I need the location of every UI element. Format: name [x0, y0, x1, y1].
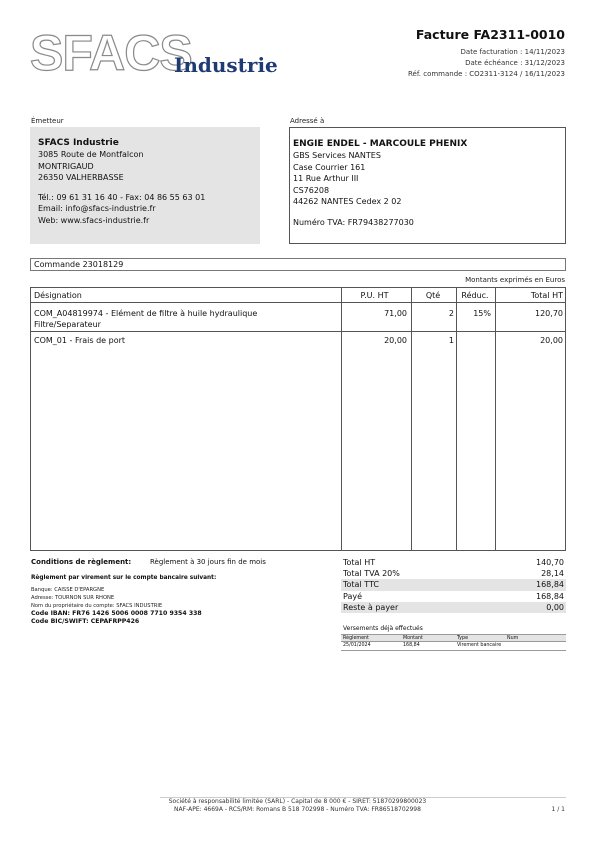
remaining-label: Reste à payer	[343, 602, 399, 612]
recipient-name: ENGIE ENDEL - MARCOULE PHENIX	[293, 139, 468, 149]
totals-block	[341, 557, 566, 613]
invoice-meta	[408, 47, 565, 80]
header-total: Total HT	[530, 291, 563, 300]
remaining-value: 0,00	[546, 602, 564, 612]
sender-website[interactable]: Web: www.sfacs-industrie.fr	[38, 215, 150, 225]
payments-header-reglement: Règlement	[343, 636, 369, 641]
row-total: 20,00	[540, 336, 563, 345]
row-designation: COM_01 - Frais de port	[34, 336, 126, 345]
total-ht-row	[341, 557, 566, 568]
sender-address-line: MONTRIGAUD	[38, 161, 94, 171]
total-ht-value: 140,70	[536, 558, 564, 567]
company-logo-suffix: Industrie	[174, 53, 278, 77]
total-ttc-row	[341, 579, 566, 590]
sender-box	[30, 127, 260, 244]
remaining-row	[341, 602, 566, 613]
sender-phone: Tél.: 09 61 31 16 40 - Fax: 04 86 55 63 01	[38, 192, 206, 202]
recipient-address-line: GBS Services NANTES	[293, 151, 381, 160]
page-number: 1 / 1	[551, 806, 565, 813]
recipient-address-line: Case Courrier 161	[293, 162, 366, 172]
recipient-address-line: CS76208	[293, 185, 330, 195]
total-ht-label: Total HT	[343, 558, 376, 567]
footer	[0, 798, 595, 814]
row-designation-detail: Filtre/Separateur	[34, 320, 101, 329]
payments-header-montant: Montant	[403, 636, 423, 641]
payments-table	[341, 634, 566, 651]
payment-terms-value: Règlement à 30 jours fin de mois	[150, 558, 266, 566]
sender-address-line: 3085 Route de Montfalcon	[38, 150, 144, 159]
paid-row	[341, 591, 566, 602]
payment-terms-label: Conditions de règlement:	[31, 558, 132, 566]
sender-name: SFACS Industrie	[38, 138, 119, 148]
invoice-title: Facture FA2311-0010	[415, 27, 565, 42]
row-designation: COM_A04819974 - Elément de filtre à huile hydraulique	[34, 309, 258, 318]
paid-value: 168,84	[536, 591, 564, 601]
due-date: Date échéance : 31/12/2023	[465, 59, 565, 67]
recipient-box	[289, 127, 566, 244]
recipient-vat-number: Numéro TVA: FR79438277030	[293, 217, 414, 227]
recipient-label: Adressé à	[290, 117, 325, 125]
header-designation: Désignation	[34, 291, 82, 300]
row-quantity: 1	[448, 336, 454, 345]
total-tva-row	[341, 568, 566, 579]
recipient-address-line: 11 Rue Arthur III	[293, 174, 359, 183]
total-tva-value: 28,14	[541, 569, 564, 579]
row-divider	[31, 331, 565, 332]
row-unit-price: 71,00	[384, 309, 407, 318]
row-total: 120,70	[535, 309, 563, 318]
header-quantity: Qté	[425, 291, 441, 300]
bank-address: Adresse: TOURNON SUR RHONE	[31, 595, 115, 601]
footer-legal-line-1: Société à responsabilité limitée (SARL) - Capital de 8 000 € - SIRET: 51870299800023	[168, 798, 427, 805]
payment-amount: 168,84	[403, 643, 420, 648]
company-logo: SFACS	[30, 25, 192, 81]
iban: Code IBAN: FR76 1426 5006 0008 7710 9354 338	[31, 610, 202, 617]
payment-date: 25/01/2024	[343, 643, 371, 648]
row-quantity: 2	[448, 309, 454, 318]
row-unit-price: 20,00	[384, 336, 407, 345]
paid-label: Payé	[343, 591, 363, 601]
bank-transfer-title: Règlement par virement sur le compte bancaire suivant:	[31, 575, 217, 581]
footer-legal-line-2: NAF-APE: 4669A - RCS/RM: Romans B 518 702998 - Numéro TVA: FR86518702998	[174, 806, 421, 813]
recipient-address-line: 44262 NANTES Cedex 2 02	[293, 197, 402, 206]
sender-email[interactable]: Email: info@sfacs-industrie.fr	[38, 204, 156, 213]
bank-name: Banque: CAISSE D'EPARGNE	[31, 587, 105, 593]
order-reference: Réf. commande : CO2311-3124 / 16/11/2023	[407, 70, 565, 78]
payments-row	[341, 642, 566, 651]
column-divider	[341, 288, 342, 550]
column-divider	[456, 288, 457, 550]
account-owner: Nom du propriétaire du compte: SFACS INDUSTRIE	[31, 603, 163, 609]
column-divider	[495, 288, 496, 550]
header-unit-price: P.U. HT	[360, 291, 389, 300]
payment-type: Virement bancaire	[457, 643, 502, 648]
table-header	[31, 288, 565, 303]
total-ttc-value: 168,84	[536, 580, 564, 590]
bic-swift: Code BIC/SWIFT: CEPAFRPP426	[31, 618, 140, 625]
order-number: Commande 23018129	[30, 258, 566, 271]
payments-header-type: Type	[457, 636, 469, 641]
column-divider	[411, 288, 412, 550]
items-table	[30, 287, 566, 551]
sender-address-line: 26350 VALHERBASSE	[38, 173, 124, 182]
total-ttc-label: Total TTC	[343, 580, 379, 590]
payments-header-num: Num	[507, 636, 519, 641]
row-discount: 15%	[473, 309, 491, 318]
invoice-date: Date facturation : 14/11/2023	[460, 48, 565, 56]
payments-header	[341, 634, 566, 642]
currency-note: Montants exprimés en Euros	[465, 276, 565, 284]
total-tva-label: Total TVA 20%	[343, 569, 400, 579]
header-discount: Réduc.	[461, 291, 489, 300]
sender-label: Émetteur	[31, 117, 64, 125]
payments-made-title: Versements déjà effectués	[343, 625, 423, 632]
